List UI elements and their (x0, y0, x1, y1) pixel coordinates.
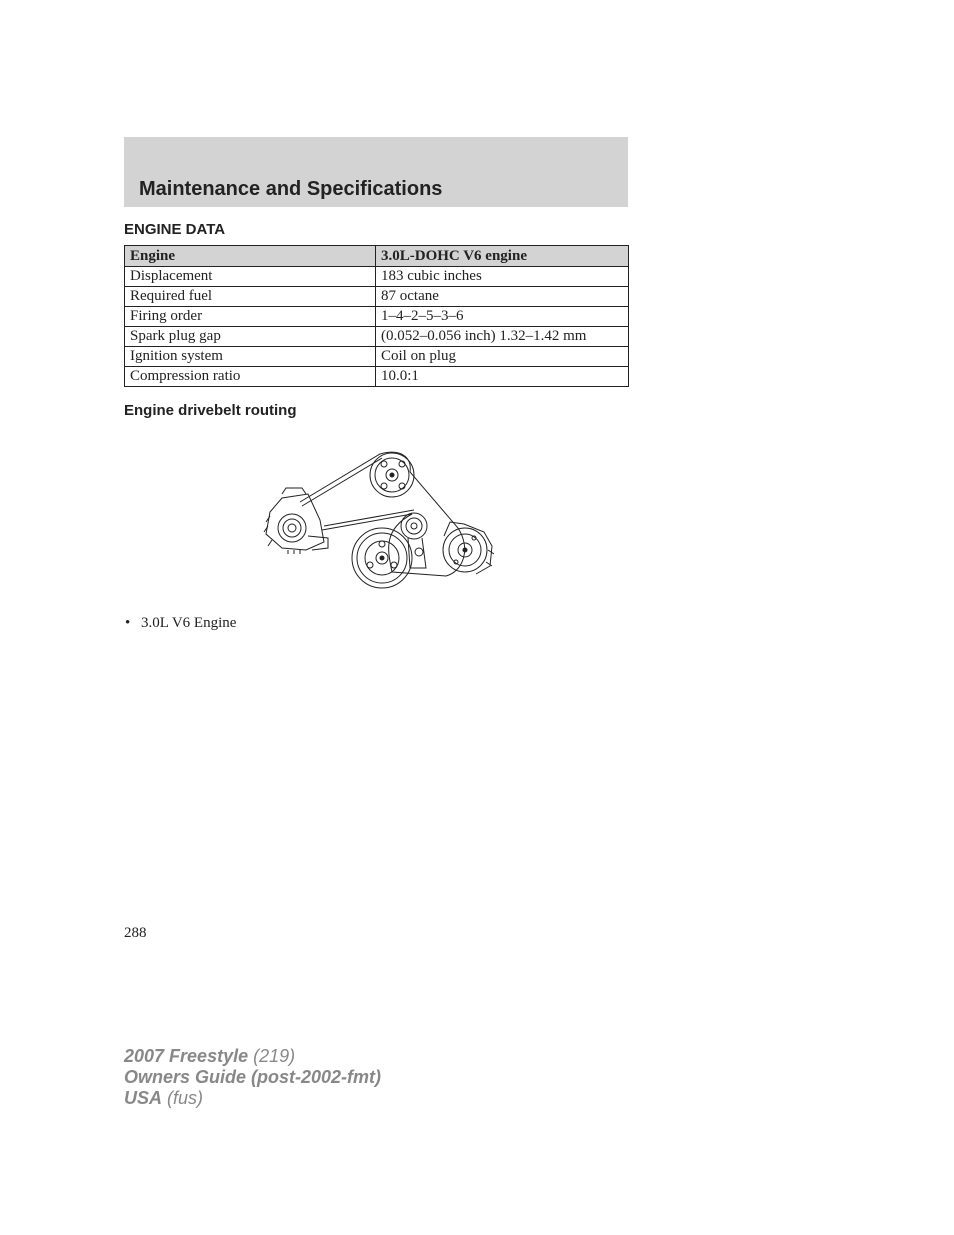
footer-info (124, 1046, 381, 1109)
bullet-dot: • (125, 615, 131, 631)
table-row (125, 287, 629, 307)
table-cell-label: Compression ratio (125, 367, 376, 387)
ac-compressor (443, 522, 494, 574)
table-cell-label: Displacement (125, 267, 376, 287)
engine-data-heading: ENGINE DATA (124, 221, 226, 238)
table-cell-value: 183 cubic inches (376, 267, 629, 287)
table-row (125, 307, 629, 327)
engine-data-table (124, 245, 629, 387)
table-cell-label: Ignition system (125, 347, 376, 367)
table-row (125, 267, 629, 287)
footer-line-1: 2007 Freestyle (219) (124, 1046, 296, 1066)
section-title: Maintenance and Specifications (139, 178, 443, 200)
table-cell-value: Coil on plug (376, 347, 629, 367)
table-cell-label: Firing order (125, 307, 376, 327)
table-row (125, 367, 629, 387)
table-cell-label: Spark plug gap (125, 327, 376, 347)
alternator (264, 488, 328, 554)
table-header-row (125, 246, 629, 267)
table-cell-value: 87 octane (376, 287, 629, 307)
tensioner (401, 513, 427, 568)
column-header: Engine (125, 246, 376, 267)
footer-line-2: Owners Guide (post-2002-fmt) (124, 1067, 382, 1087)
table-row (125, 347, 629, 367)
table-cell-value: 1–4–2–5–3–6 (376, 307, 629, 327)
upper-pulley (370, 453, 414, 497)
table-cell-value: (0.052–0.056 inch) 1.32–1.42 mm (376, 327, 629, 347)
page-number: 288 (124, 925, 147, 941)
bullet-text: 3.0L V6 Engine (141, 615, 237, 631)
engine-bullet-item (125, 615, 236, 632)
table-cell-label: Required fuel (125, 287, 376, 307)
column-header: 3.0L-DOHC V6 engine (376, 246, 629, 267)
footer-line-3: USA (fus) (124, 1088, 204, 1108)
table-cell-value: 10.0:1 (376, 367, 629, 387)
table-row (125, 327, 629, 347)
drivebelt-routing-heading: Engine drivebelt routing (124, 402, 297, 419)
drivebelt-routing-diagram (262, 450, 494, 590)
crankshaft-pulley (352, 528, 412, 588)
